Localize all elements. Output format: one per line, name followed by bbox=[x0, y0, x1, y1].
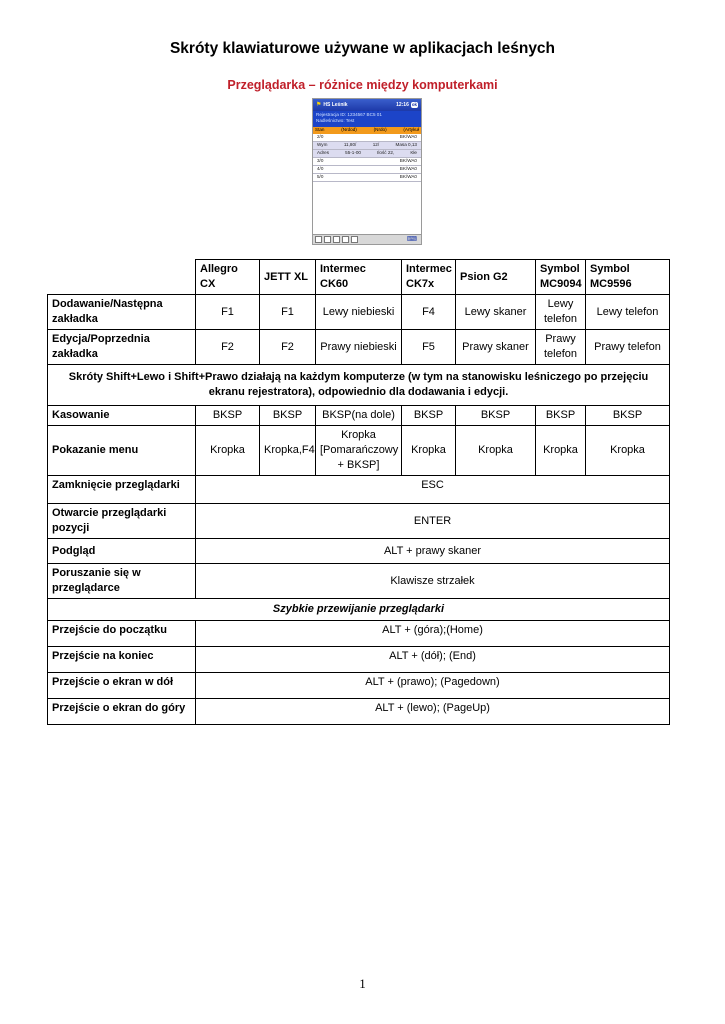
device-cell: 4/0 bbox=[317, 166, 324, 171]
table-row bbox=[48, 564, 670, 599]
table-cell: Kropka bbox=[402, 426, 456, 476]
device-cell: 2/0 bbox=[317, 134, 324, 139]
page-subtitle: Przeglądarka – różnice między komputerkami bbox=[227, 78, 498, 92]
device-header: Psion G2 bbox=[456, 260, 536, 295]
device-cell: 5/0 bbox=[317, 174, 324, 179]
table-row bbox=[48, 476, 670, 504]
table-row bbox=[48, 539, 670, 564]
table-cell: F1 bbox=[260, 295, 316, 330]
table-cell: F2 bbox=[196, 330, 260, 365]
table-cell: Kropka bbox=[536, 426, 586, 476]
page-number: 1 bbox=[359, 976, 366, 991]
table-row bbox=[48, 365, 670, 406]
table-row bbox=[48, 504, 670, 539]
device-col-header: (Nrdod) bbox=[341, 127, 357, 132]
table-row bbox=[48, 647, 670, 673]
table-header-row bbox=[48, 260, 670, 295]
device-row bbox=[313, 142, 421, 150]
edit-icon bbox=[333, 236, 340, 243]
table-row bbox=[48, 621, 670, 647]
table-row bbox=[48, 426, 670, 476]
device-header: Symbol MC9596 bbox=[586, 260, 670, 295]
table-cell: BKSP(na dole) bbox=[316, 406, 402, 426]
windows-flag-icon: ⚑ bbox=[316, 102, 322, 108]
table-cell: Lewy skaner bbox=[456, 295, 536, 330]
header-blank-cell bbox=[48, 260, 196, 295]
table-cell: F1 bbox=[196, 295, 260, 330]
table-cell: F5 bbox=[402, 330, 456, 365]
device-cell: Masa 0,13 bbox=[395, 142, 417, 147]
table-cell: BKSP bbox=[536, 406, 586, 426]
device-col-header: (Artykuł bbox=[403, 127, 419, 132]
device-app-title: HS Leśnik bbox=[323, 102, 348, 108]
device-header-line: Rejestracja ID: 1234567 BC5 01 bbox=[316, 112, 382, 117]
table-cell: F4 bbox=[402, 295, 456, 330]
table-cell: BKSP bbox=[402, 406, 456, 426]
table-cell: Kropka [Pomarańczowy + BKSP] bbox=[316, 426, 402, 476]
device-cell: BK/WA0 bbox=[399, 134, 417, 139]
table-cell: Lewy niebieski bbox=[316, 295, 402, 330]
row-label: Otwarcie przeglądarki pozycji bbox=[48, 504, 196, 539]
device-row bbox=[313, 174, 421, 182]
row-label: Edycja/Poprzednia zakładka bbox=[48, 330, 196, 365]
table-cell: Prawy telefon bbox=[536, 330, 586, 365]
device-ok-button: ok bbox=[411, 102, 417, 107]
table-cell: Klawisze strzałek bbox=[196, 564, 670, 599]
device-cell: Wym bbox=[317, 142, 328, 147]
row-label: Przejście o ekran w dół bbox=[48, 673, 196, 699]
section-title: Szybkie przewijanie przeglądarki bbox=[48, 599, 670, 621]
device-row bbox=[313, 158, 421, 166]
device-header-panel bbox=[313, 111, 421, 127]
table-cell: ALT + (dół); (End) bbox=[196, 647, 670, 673]
device-cell: 12/ bbox=[372, 142, 380, 147]
table-row bbox=[48, 330, 670, 365]
table-cell: BKSP bbox=[586, 406, 670, 426]
row-label: Pokazanie menu bbox=[48, 426, 196, 476]
device-table-header bbox=[313, 127, 421, 134]
device-cell: BK/WA0 bbox=[399, 158, 417, 163]
device-empty-area bbox=[313, 182, 421, 242]
row-label: Poruszanie się w przeglądarce bbox=[48, 564, 196, 599]
row-label: Przejście do początku bbox=[48, 621, 196, 647]
device-toolbar bbox=[313, 234, 421, 244]
device-cell: 11,80/ bbox=[343, 142, 357, 147]
table-cell: ALT + (lewo); (PageUp) bbox=[196, 699, 670, 725]
table-cell: ALT + prawy skaner bbox=[196, 539, 670, 564]
device-header: Symbol MC9094 bbox=[536, 260, 586, 295]
device-cell: Kłe bbox=[410, 150, 417, 155]
device-header: Intermec CK60 bbox=[316, 260, 402, 295]
device-cell: BK/WA0 bbox=[399, 174, 417, 179]
table-row bbox=[48, 699, 670, 725]
new-doc-icon bbox=[315, 236, 322, 243]
device-cell: BK/WA0 bbox=[399, 166, 417, 171]
table-cell: ALT + (prawo); (Pagedown) bbox=[196, 673, 670, 699]
table-row bbox=[48, 599, 670, 621]
table-cell: Kropka bbox=[196, 426, 260, 476]
table-cell: Kropka,F4 bbox=[260, 426, 316, 476]
device-header: Allegro CX bbox=[196, 260, 260, 295]
device-clock: 12:16 bbox=[396, 102, 409, 108]
row-label: Dodawanie/Następna zakładka bbox=[48, 295, 196, 330]
device-cell: 55-1-00 bbox=[345, 150, 361, 155]
row-label: Przejście o ekran do góry bbox=[48, 699, 196, 725]
table-cell: Prawy niebieski bbox=[316, 330, 402, 365]
device-cell: 3/0 bbox=[317, 158, 324, 163]
keyboard-icon: ⌨ bbox=[406, 236, 417, 243]
row-label: Przejście na koniec bbox=[48, 647, 196, 673]
table-cell: BKSP bbox=[196, 406, 260, 426]
table-cell: Prawy telefon bbox=[586, 330, 670, 365]
device-screenshot bbox=[312, 98, 422, 245]
table-cell: BKSP bbox=[260, 406, 316, 426]
page-title: Skróty klawiaturowe używane w aplikacjach leśnych bbox=[169, 40, 556, 57]
table-row bbox=[48, 673, 670, 699]
device-row bbox=[313, 150, 421, 158]
table-cell: ALT + (góra);(Home) bbox=[196, 621, 670, 647]
grid-icon bbox=[342, 236, 349, 243]
row-label: Podgląd bbox=[48, 539, 196, 564]
table-row bbox=[48, 406, 670, 426]
device-header-line: Nadleśnictwo: Test bbox=[316, 118, 355, 123]
device-row bbox=[313, 134, 421, 142]
device-header: Intermec CK7x bbox=[402, 260, 456, 295]
device-col-header: (Nrdo) bbox=[373, 127, 387, 132]
row-label: Kasowanie bbox=[48, 406, 196, 426]
table-cell: F2 bbox=[260, 330, 316, 365]
table-cell: ESC bbox=[196, 476, 670, 504]
print-icon bbox=[351, 236, 358, 243]
doc-icon bbox=[324, 236, 331, 243]
table-cell: Lewy telefon bbox=[536, 295, 586, 330]
device-title-bar bbox=[313, 99, 421, 111]
device-row bbox=[313, 166, 421, 174]
device-cell: Adres bbox=[317, 150, 330, 155]
device-header: JETT XL bbox=[260, 260, 316, 295]
row-label: Zamknięcie przeglądarki bbox=[48, 476, 196, 504]
shift-note: Skróty Shift+Lewo i Shift+Prawo działają na każdym komputerze (w tym na stanowisku leśniczego po przejęciu ekranu rejestratora), odpowiednio dla dodawania i edycji. bbox=[48, 365, 670, 406]
table-cell: Lewy telefon bbox=[586, 295, 670, 330]
table-row bbox=[48, 295, 670, 330]
shortcut-table bbox=[47, 259, 670, 725]
table-cell: Kropka bbox=[456, 426, 536, 476]
device-col-header: Stan bbox=[315, 127, 325, 132]
device-cell: Ilość 22, bbox=[377, 150, 395, 155]
table-cell: BKSP bbox=[456, 406, 536, 426]
table-cell: Kropka bbox=[586, 426, 670, 476]
table-cell: Prawy skaner bbox=[456, 330, 536, 365]
table-cell: ENTER bbox=[196, 504, 670, 539]
